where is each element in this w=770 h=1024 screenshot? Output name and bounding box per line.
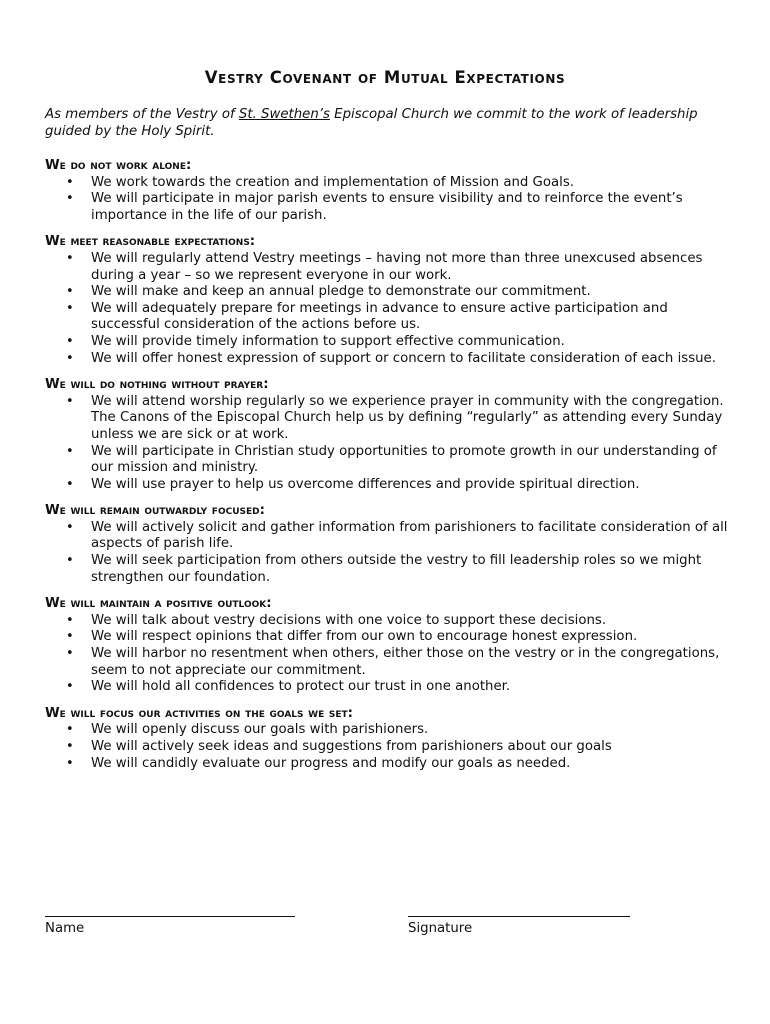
list-item: • We will attend worship regularly so we experience prayer in community with the congregation. The Canons of the Episcopal Church help us by defining “regularly” as attending every Sunday unless we are sick or at work. [45, 394, 735, 444]
name-signature-block [45, 902, 295, 938]
list-item: • We will offer honest expression of support or concern to facilitate consideration of each issue. [45, 351, 735, 368]
section-heading: We will do nothing without prayer: [45, 377, 269, 393]
intro-paragraph [45, 107, 725, 140]
church-name: St. Swethen’s [238, 107, 330, 122]
section-heading: We do not work alone: [45, 158, 192, 173]
list-item: • We will actively seek ideas and suggestions from parishioners about our goals [45, 739, 735, 756]
section-heading: We will focus our activities on the goals we set: [45, 705, 353, 721]
section-heading: We will maintain a positive outlook: [45, 596, 272, 612]
bullet-list [45, 394, 735, 494]
intro-text-before: As members of the Vestry of [45, 107, 239, 122]
section-heading: We meet reasonable expectations: [45, 234, 256, 250]
list-item: • We will respect opinions that differ from our own to encourage honest expression. [45, 629, 735, 646]
list-item: • We will provide timely information to support effective communication. [45, 334, 735, 351]
list-item: • We will openly discuss our goals with parishioners. [45, 722, 735, 739]
name-line[interactable] [45, 902, 295, 917]
section-reasonable-expectations [45, 234, 735, 367]
bullet-list [45, 722, 735, 772]
covenant-sections [45, 158, 735, 782]
list-item: • We will participate in major parish events to ensure visibility and to reinforce the event’s importance in the life of our parish. [45, 191, 735, 224]
section-heading: We will remain outwardly focused: [45, 503, 265, 519]
section-prayer [45, 377, 735, 493]
list-item: • We will adequately prepare for meetings in advance to ensure active participation and successful consideration of the actions before us. [45, 301, 735, 334]
list-item: • We will actively solicit and gather information from parishioners to facilitate consideration of all aspects of parish life. [45, 520, 735, 553]
list-item: • We work towards the creation and implementation of Mission and Goals. [45, 175, 735, 192]
list-item: • We will candidly evaluate our progress and modify our goals as needed. [45, 756, 735, 773]
name-label: Name [45, 921, 85, 936]
list-item: • We will participate in Christian study opportunities to promote growth in our understanding of our mission and ministry. [45, 444, 735, 477]
list-item: • We will regularly attend Vestry meetings – having not more than three unexcused absences during a year – so we represent everyone in our work. [45, 251, 735, 284]
signature-line[interactable] [408, 902, 630, 917]
document-title: Vestry Covenant of Mutual Expectations [204, 68, 566, 87]
bullet-list [45, 251, 735, 367]
signature-block [408, 902, 630, 938]
list-item: • We will seek participation from others outside the vestry to fill leadership roles so we might strengthen our foundation. [45, 553, 735, 586]
list-item: • We will hold all confidences to protect our trust in one another. [45, 679, 735, 696]
signature-label: Signature [408, 921, 473, 936]
section-positive-outlook [45, 596, 735, 696]
list-item: • We will harbor no resentment when others, either those on the vestry or in the congregations, seem to not appreciate our commitment. [45, 646, 735, 679]
section-focus-goals [45, 706, 735, 772]
section-outwardly-focused [45, 503, 735, 586]
bullet-list [45, 175, 735, 225]
list-item: • We will use prayer to help us overcome differences and provide spiritual direction. [45, 477, 735, 494]
list-item: • We will make and keep an annual pledge to demonstrate our commitment. [45, 284, 735, 301]
list-item: • We will talk about vestry decisions with one voice to support these decisions. [45, 613, 735, 630]
bullet-list [45, 520, 735, 586]
intro-text-after: Episcopal Church we commit to the work of leadership guided by the Holy Spirit. [45, 107, 698, 139]
section-work-alone [45, 158, 735, 224]
bullet-list [45, 613, 735, 696]
